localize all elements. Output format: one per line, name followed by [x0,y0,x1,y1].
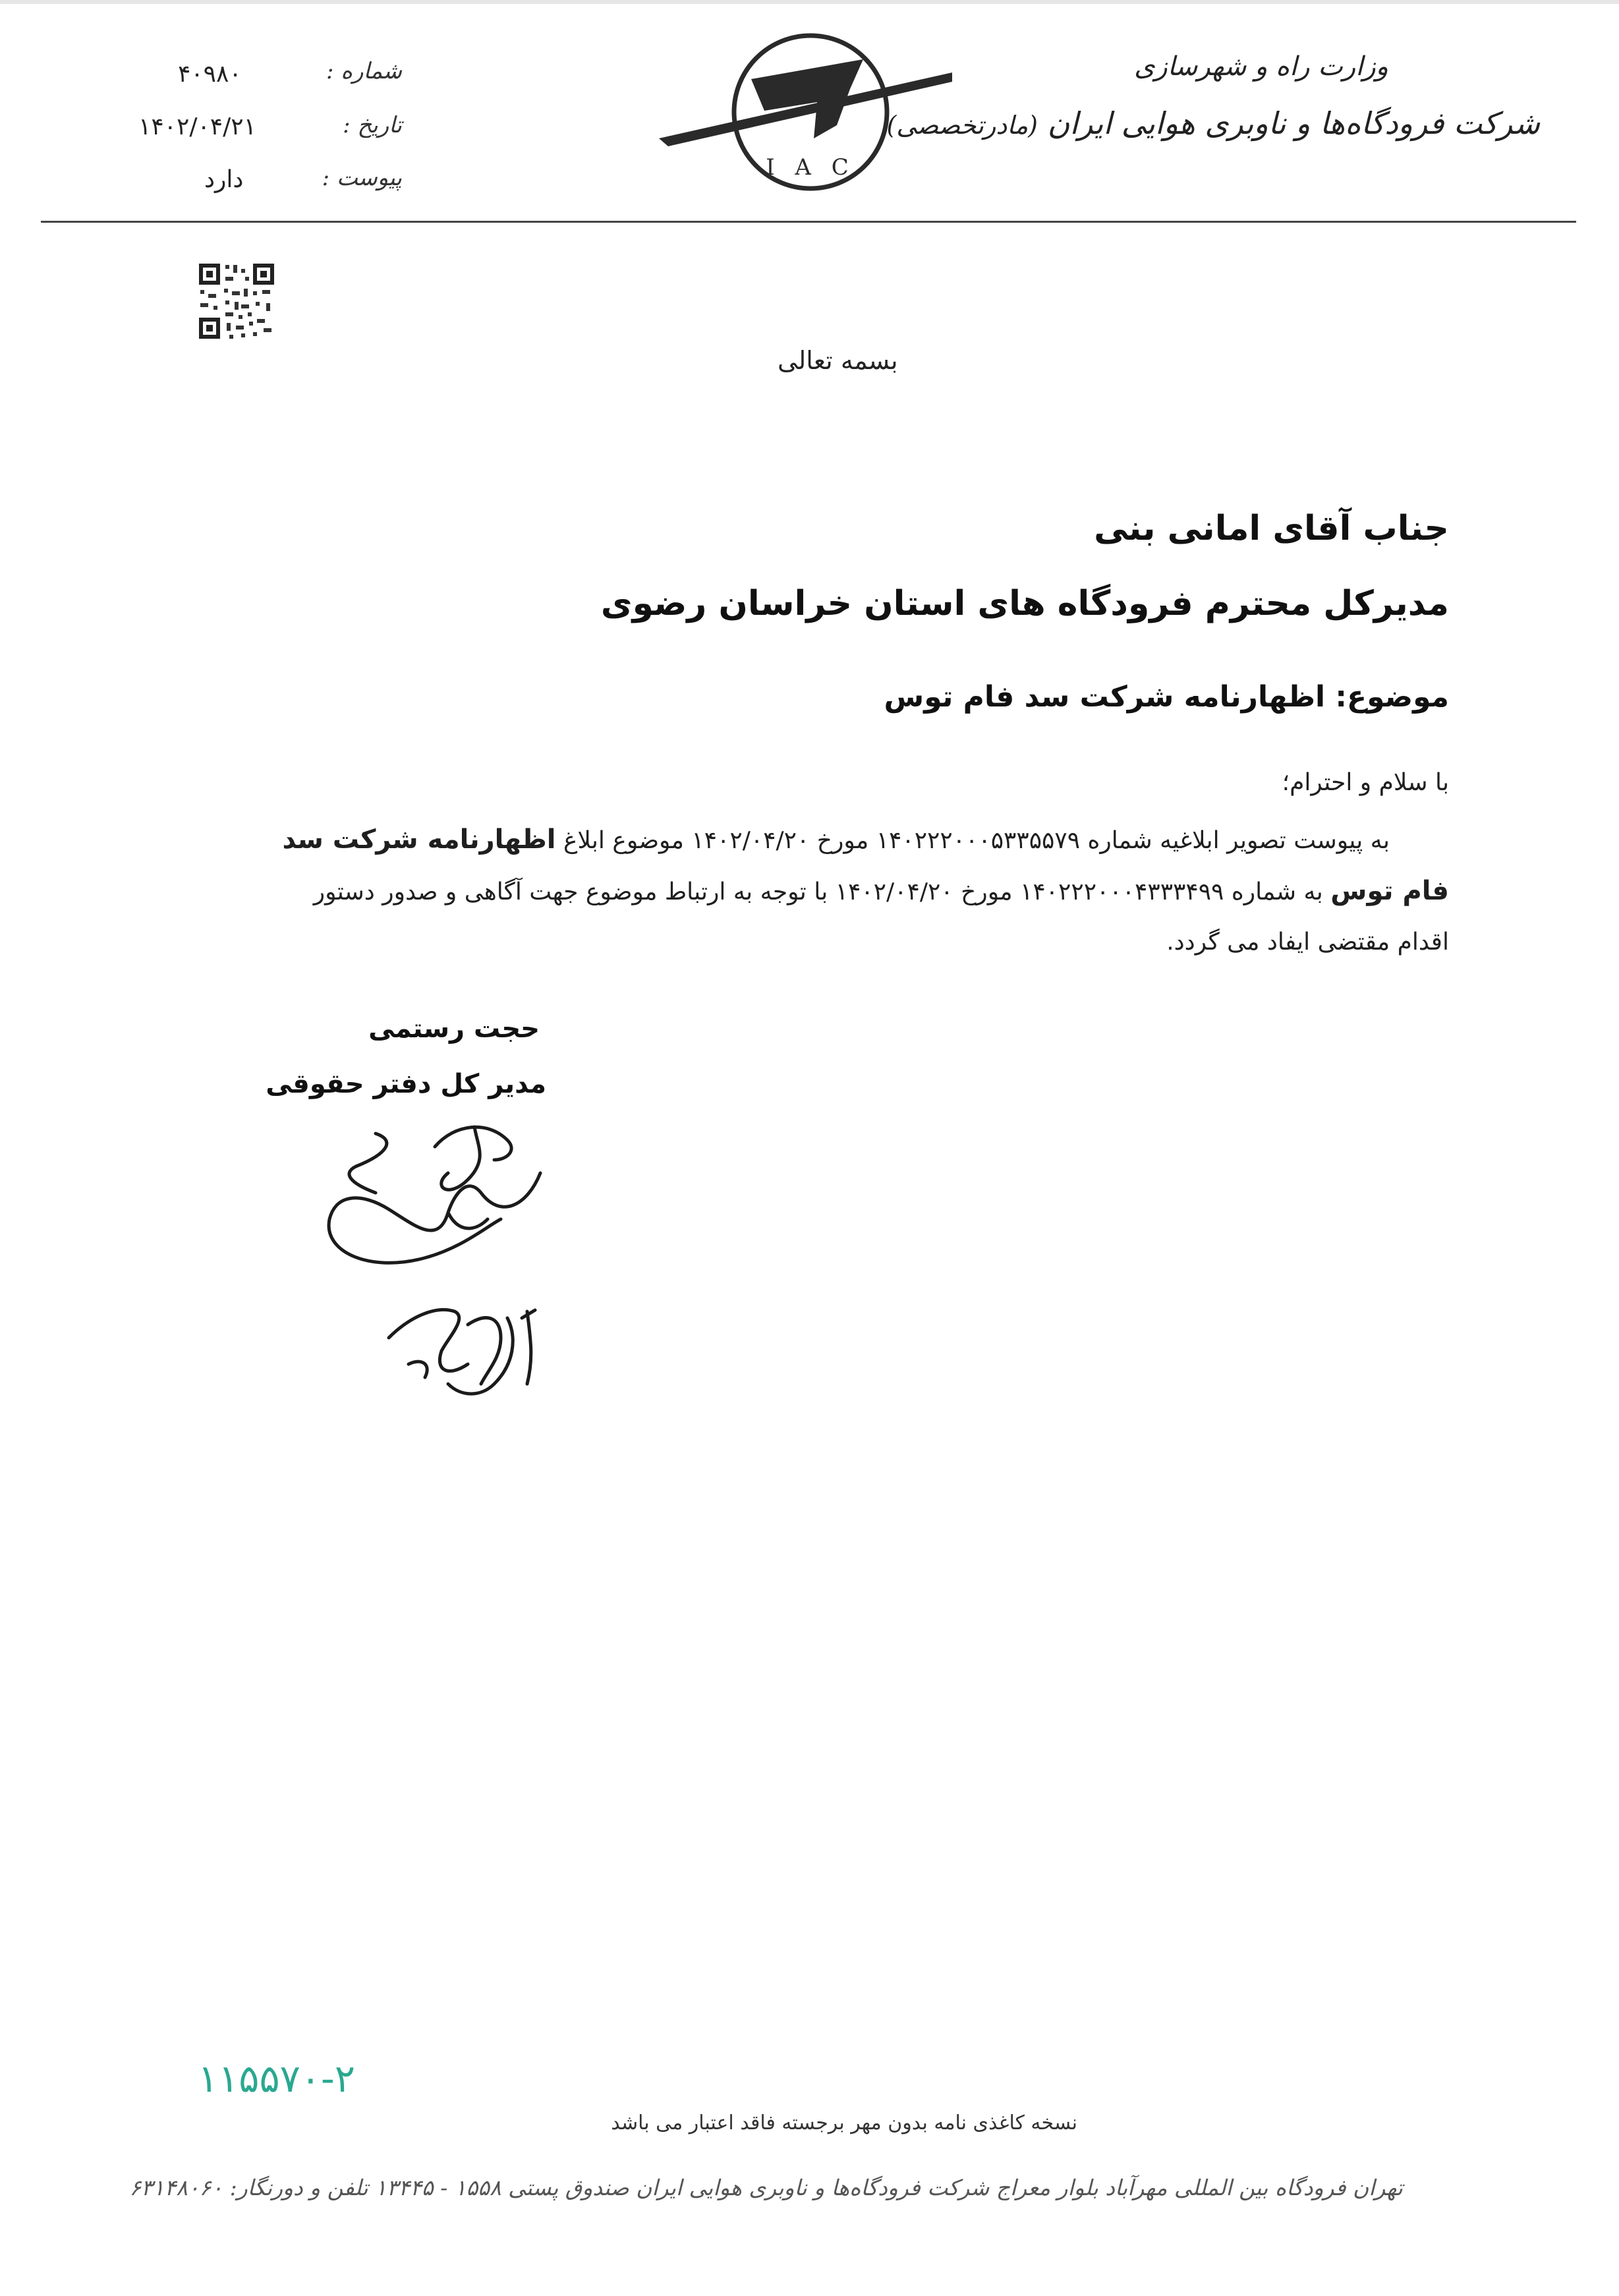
signatory-name: حجت رستمی [368,1014,540,1044]
invocation: بسمه تعالی [778,346,898,375]
date-label: تاریخ : [343,112,402,138]
registration-number: ۱۱۵۵۷۰-۲ [198,2056,355,2101]
attachment-value: دارد [204,166,244,193]
signatory-title: مدیر کل دفتر حقوقی [266,1069,546,1099]
footer-validity-note: نسخه کاغذی نامه بدون مهر برجسته فاقد اعتبار می باشد [611,2111,1077,2135]
company-name-line [886,105,1540,141]
body-line-1-text: به پیوست تصویر ابلاغیه شماره ۱۴۰۲۲۲۰۰۰۵۳۳۵۵۷۹ مورخ ۱۴۰۲/۰۴/۲۰ موضوع ابلاغ [563,827,1390,854]
number-value: ۴۰۹۸۰ [178,61,242,88]
addressee-name: جناب آقای امانی بنی [1094,509,1449,548]
body-line-2-bold: فام توس [1330,876,1449,906]
logo-text: I A C [766,154,855,181]
qr-code-icon [198,262,275,340]
attachment-label: پیوست : [322,165,402,191]
subject-line: موضوع: اظهارنامه شرکت سد فام توس [884,680,1449,714]
qr-code [198,262,275,340]
footer-address: تهران فرودگاه بین المللی مهرآباد بلوار معراج شرکت فرودگاه‌ها و ناوبری هوایی ایران صندوق پستی ۱۵۵۸ - ۱۳۴۴۵ تلفن و دورنگار: ۶۳۱۴۸۰۶۰ [129,2175,1403,2200]
body-line-3: اقدام مقتضی ایفاد می گردد. [1166,929,1449,956]
header-divider [41,221,1576,223]
iac-logo [652,26,955,198]
signature-icon [290,1120,580,1423]
date-value: ۱۴۰۲/۰۴/۲۱ [138,113,256,140]
addressee-title: مدیرکل محترم فرودگاه های استان خراسان رضوی [600,584,1449,623]
handwritten-signature [290,1120,580,1423]
body-paragraph [131,815,1449,967]
number-label: شماره : [326,58,402,84]
greeting: با سلام و احترام؛ [1282,769,1449,796]
body-line-1-bold: اظهارنامه شرکت سد [282,824,556,855]
body-line-2-text: به شماره ۱۴۰۲۲۲۰۰۰۴۳۳۳۴۹۹ مورخ ۱۴۰۲/۰۴/۲۰ با توجه به ارتباط موضوع جهت آگاهی و صدور دستور [313,878,1323,905]
scan-top-edge [0,0,1619,4]
ministry-name: وزارت راه و شهرسازی [1134,51,1388,82]
body-line-2 [131,866,1449,917]
company-name: شرکت فرودگاه‌ها و ناوبری هوایی ایران [1047,105,1540,141]
company-type: (مادرتخصصی) [886,111,1038,140]
body-line-1 [131,815,1449,866]
iac-logo-icon [652,26,955,198]
